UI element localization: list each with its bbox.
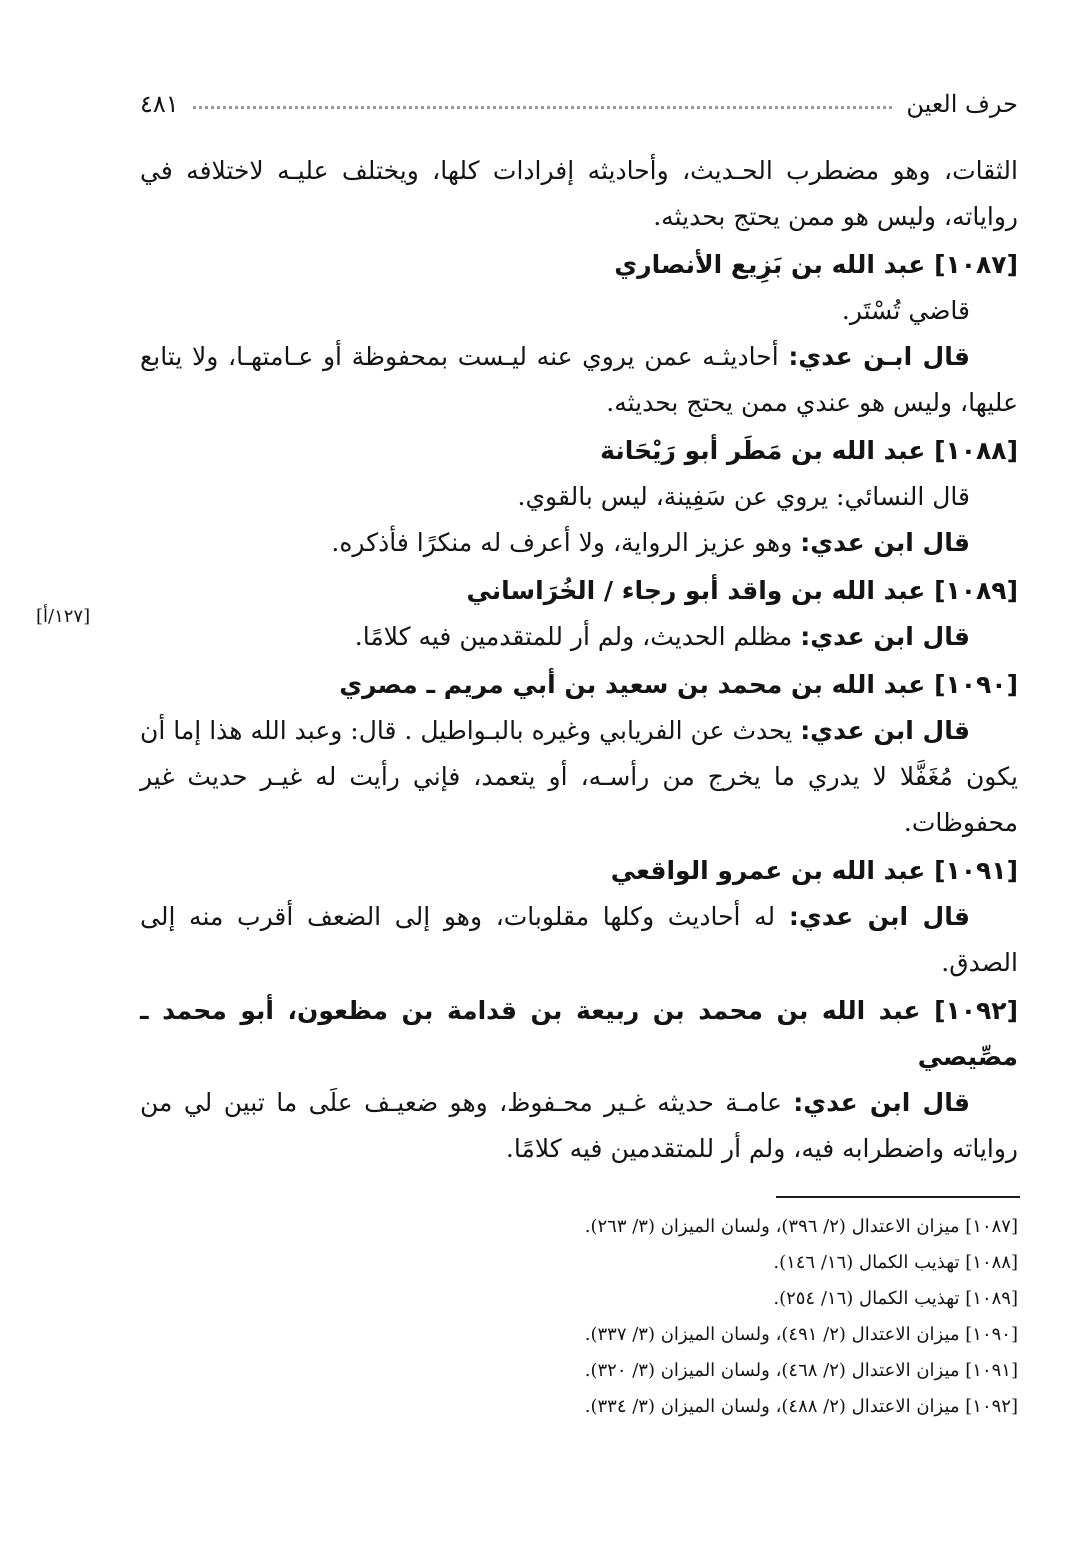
paragraph-text: وهو عزيز الرواية، ولا أعرف له منكرًا فأذكره. (331, 528, 793, 557)
entry-name: عبد الله بن بَزِيع الأنصاري (614, 250, 926, 279)
entry (140, 848, 1018, 986)
entry-paragraph (140, 474, 1018, 520)
entry-paragraph (140, 334, 1018, 426)
entry-number: [١٠٩٢] (934, 996, 1018, 1025)
entry-name: عبد الله بن عمرو الواقعي (610, 856, 926, 885)
chapter-title: حرف العين (906, 90, 1018, 118)
speaker-label: قال ابـن عدي: (788, 342, 970, 371)
entry-paragraph (140, 894, 1018, 986)
entry (140, 242, 1018, 426)
entry-paragraph (140, 708, 1018, 846)
entry-heading (140, 662, 1018, 708)
entry-heading (140, 428, 1018, 474)
footnote: [١٠٩٢] ميزان الاعتدال (٢/ ٤٨٨)، ولسان الميزان (٣/ ٣٣٤). (584, 1396, 1018, 1417)
paragraph-text: عامـة حديثه غـير محـفوظ، وهو ضعيـف علَى ما تبين لي من رواياته واضطرابه فيه، ولم أر للمتقدمين فيه كلامًا. (140, 1088, 1018, 1163)
paragraph-text: له أحاديث وكلها مقلوبات، وهو إلى الضعف أقرب منه إلى الصدق. (140, 902, 1018, 977)
paragraph-text: مظلم الحديث، ولم أر للمتقدمين فيه كلامًا. (354, 622, 793, 651)
entry-paragraph (140, 614, 1018, 660)
footnote: [١٠٨٨] تهذيب الكمال (١٦/ ١٤٦). (773, 1252, 1018, 1273)
entry-heading (140, 988, 1018, 1080)
entry-paragraph (140, 288, 1018, 334)
main-text (140, 148, 1018, 1172)
footnotes (140, 1212, 1018, 1428)
entry-number: [١٠٩١] (934, 856, 1018, 885)
entry-heading (140, 848, 1018, 894)
paragraph-text: أحاديثـه عمن يروي عنه ليـست بمحفوظة أو عـامتهـا، ولا يتابع عليها، وليس هو عندي ممن يحتج بحديثه. (140, 342, 1018, 417)
footnote: [١٠٨٧] ميزان الاعتدال (٢/ ٣٩٦)، ولسان الميزان (٣/ ٢٦٣). (584, 1216, 1018, 1237)
speaker-label: قال ابن عدي: (800, 528, 970, 557)
footnote: [١٠٨٩] تهذيب الكمال (١٦/ ٢٥٤). (773, 1288, 1018, 1309)
entry (140, 988, 1018, 1172)
paragraph-text: قاضي تُسْتَر. (841, 296, 970, 325)
entry-heading (140, 568, 1018, 614)
speaker-label: قال ابن عدي: (800, 622, 970, 651)
footnote: [١٠٩٠] ميزان الاعتدال (٢/ ٤٩١)، ولسان الميزان (٣/ ٣٣٧). (584, 1324, 1018, 1345)
entry (140, 428, 1018, 566)
paragraph-text: قال النسائي: يروي عن سَفِينة، ليس بالقوي. (517, 482, 970, 511)
speaker-label: قال ابن عدي: (793, 1088, 970, 1117)
entry-heading (140, 242, 1018, 288)
entry (140, 662, 1018, 846)
page-number: ٤٨١ (140, 90, 179, 118)
entry-paragraph (140, 1080, 1018, 1172)
entry-name: عبد الله بن مَطَر أبو رَيْحَانة (600, 436, 926, 465)
entry-name: عبد الله بن محمد بن سعيد بن أبي مريم ـ مصري (339, 670, 926, 699)
paragraph-text: يحدث عن الفريابي وغيره بالبـواطيل . قال: وعبد الله هذا إما أن يكون مُغَفَّلا لا يدري ما يخرج من رأسـه، أو يتعمد، فإني رأيت له غيـر حديث غير محفوظات. (140, 716, 1018, 837)
speaker-label: قال ابن عدي: (788, 902, 970, 931)
footnote: [١٠٩١] ميزان الاعتدال (٢/ ٤٦٨)، ولسان الميزان (٣/ ٣٢٠). (584, 1360, 1018, 1381)
entry-number: [١٠٨٩] (934, 576, 1018, 605)
entry-name: عبد الله بن واقد أبو رجاء / الخُرَاساني (466, 576, 926, 605)
running-header (140, 86, 1018, 122)
entry (140, 568, 1018, 660)
entry-number: [١٠٩٠] (934, 670, 1018, 699)
header-dotted-rule (193, 106, 893, 109)
speaker-label: قال ابن عدي: (800, 716, 970, 745)
entry-number: [١٠٨٨] (934, 436, 1018, 465)
footnote-separator (776, 1196, 1020, 1198)
entry-name: عبد الله بن محمد بن ربيعة بن قدامة بن مظعون، أبو محمد ـ مصِّيصي (140, 996, 1018, 1071)
entry-paragraph (140, 520, 1018, 566)
margin-folio-ref: [١٢٧/أ] (36, 606, 91, 627)
entry-number: [١٠٨٧] (934, 250, 1018, 279)
continuation-paragraph: الثقات، وهو مضطرب الحـديث، وأحاديثه إفرادات كلها، ويختلف عليـه لاختلافه في رواياته، وليس هو ممن يحتج بحديثه. (140, 156, 1018, 231)
